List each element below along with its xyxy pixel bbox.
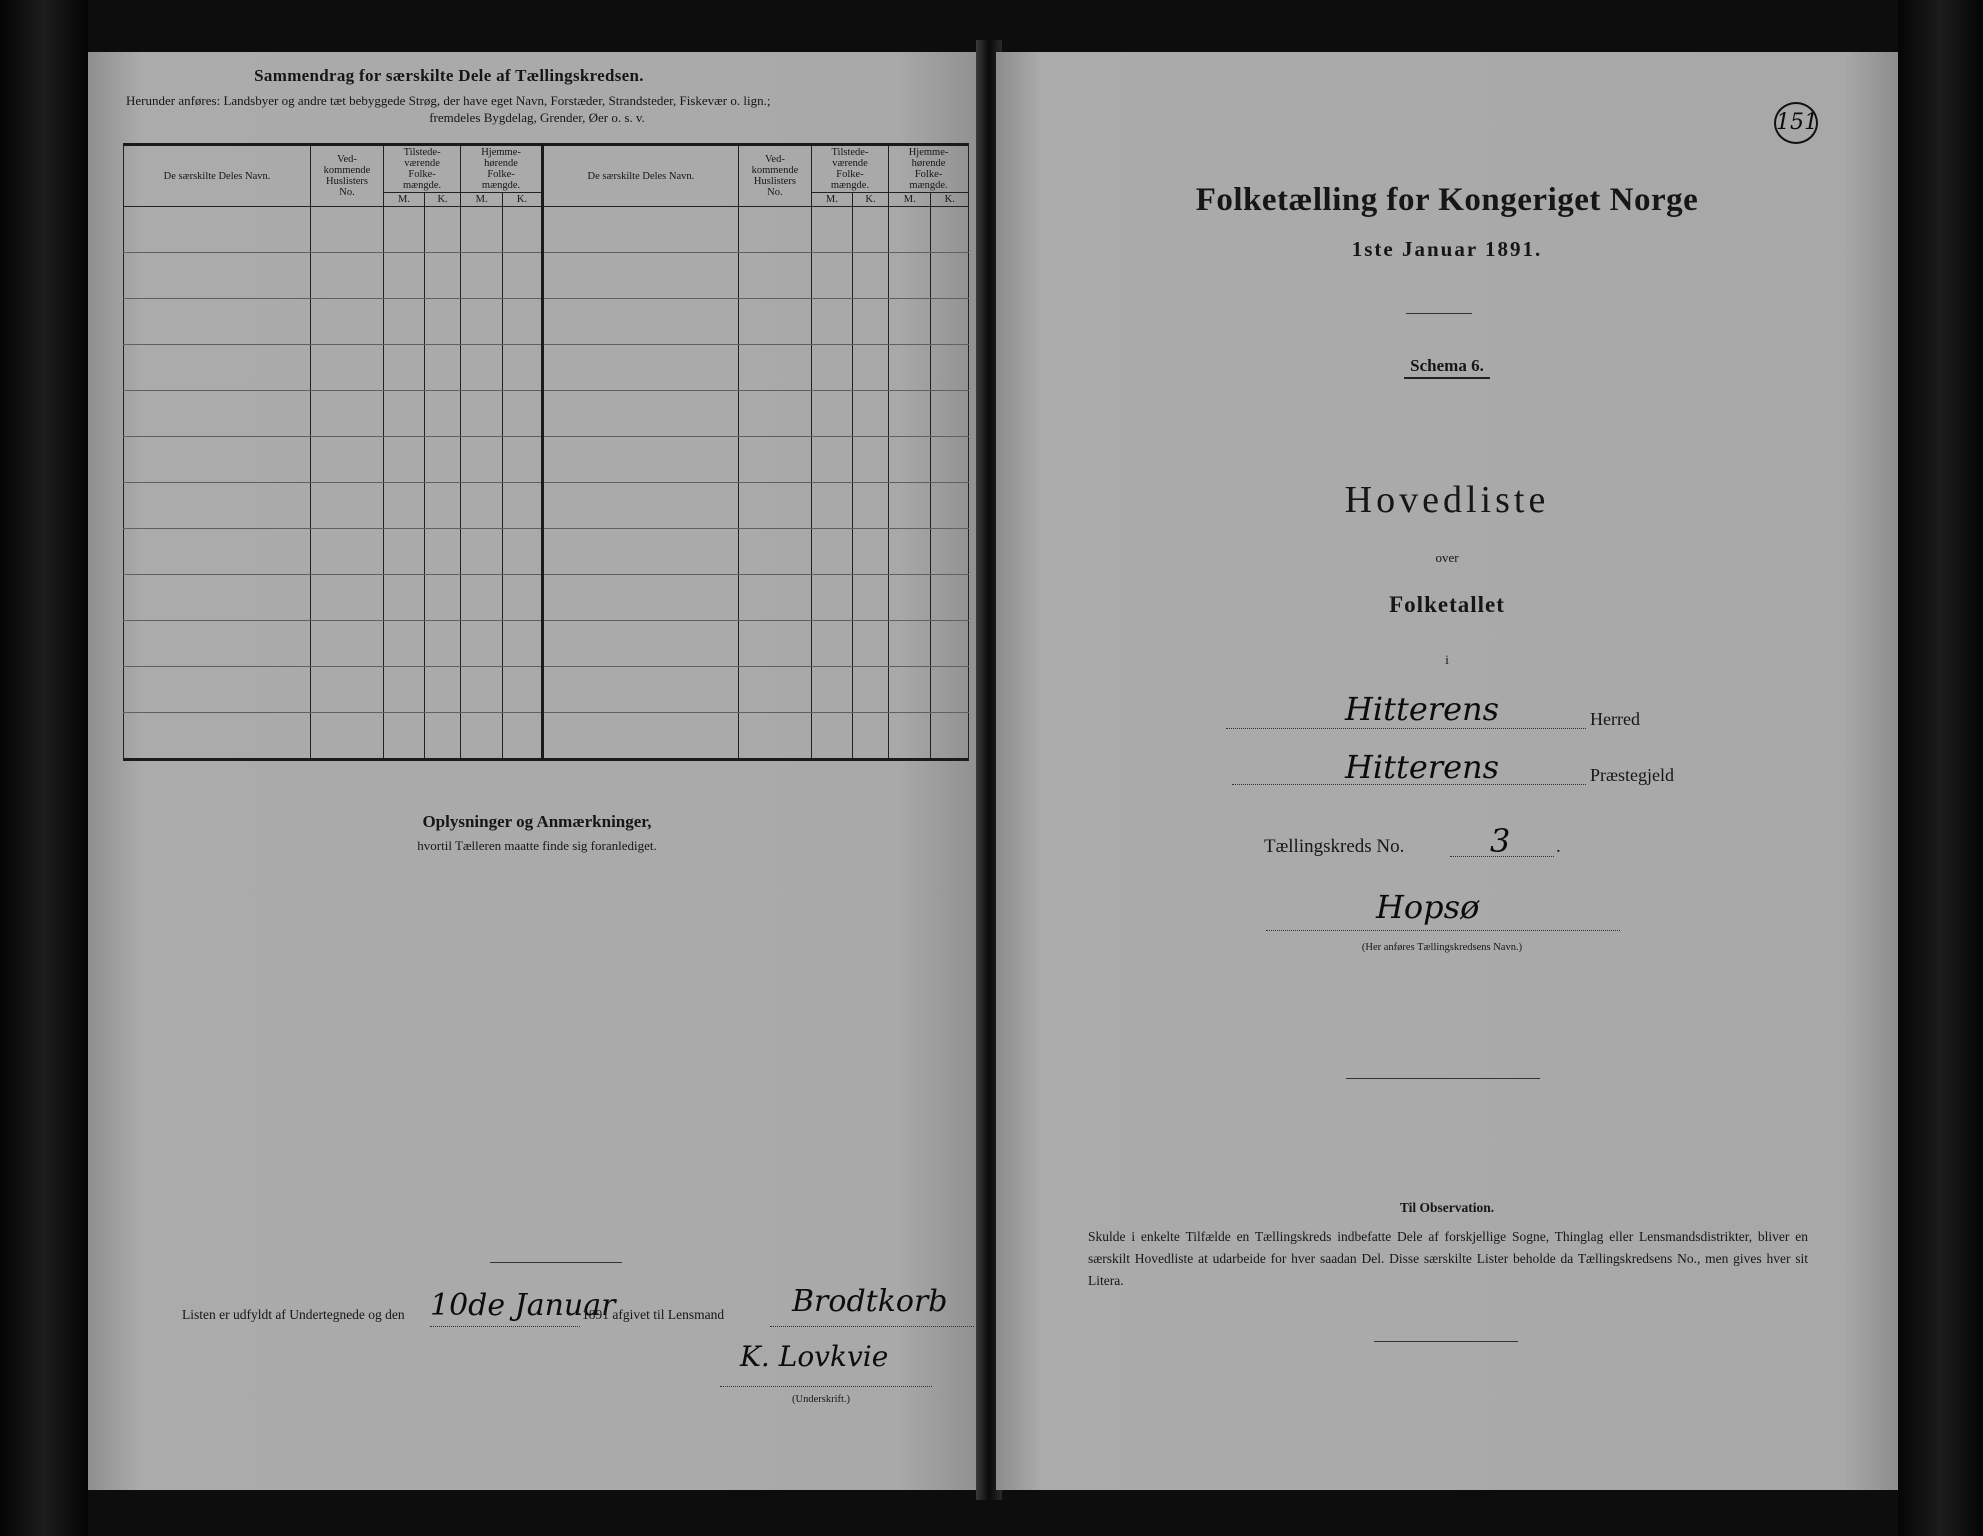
- table-cell: [931, 437, 969, 483]
- table-cell: [503, 391, 543, 437]
- table-cell: [461, 207, 503, 253]
- divider-rule: [490, 1262, 622, 1263]
- table-cell: [811, 621, 852, 667]
- table-cell: [852, 575, 888, 621]
- kreds-label: Tællingskreds No.: [1264, 836, 1405, 857]
- table-cell: [124, 713, 311, 760]
- table-cell: [124, 575, 311, 621]
- table-cell: [424, 253, 460, 299]
- table-cell: [503, 713, 543, 760]
- table-cell: [503, 253, 543, 299]
- observation-title: Til Observation.: [1399, 1200, 1495, 1215]
- table-cell: [811, 437, 852, 483]
- table-cell: [738, 667, 811, 713]
- table-cell: [461, 713, 503, 760]
- table-cell: [889, 299, 931, 345]
- table-cell: [889, 437, 931, 483]
- table-cell: [424, 437, 460, 483]
- table-cell: [424, 667, 460, 713]
- table-cell: [931, 207, 969, 253]
- divider-rule-right: [1346, 1078, 1540, 1079]
- table-cell: [542, 713, 738, 760]
- table-cell: [852, 345, 888, 391]
- table-cell: [889, 391, 931, 437]
- page-number-stamp: 151: [1774, 102, 1818, 144]
- table-cell: [384, 299, 425, 345]
- col-header-name: De særskilte Deles Navn.: [124, 145, 311, 207]
- table-cell: [931, 667, 969, 713]
- col-header-k: K.: [503, 193, 543, 207]
- table-row: [124, 529, 969, 575]
- table-cell: [311, 253, 384, 299]
- table-cell: [424, 483, 460, 529]
- table-row: [124, 391, 969, 437]
- table-cell: [931, 345, 969, 391]
- census-title: Folketælling for Kongeriget Norge: [1195, 182, 1699, 218]
- table-row: [124, 299, 969, 345]
- table-cell: [384, 621, 425, 667]
- table-cell: [811, 345, 852, 391]
- table-cell: [889, 207, 931, 253]
- table-cell: [889, 621, 931, 667]
- table-cell: [384, 207, 425, 253]
- table-cell: [811, 299, 852, 345]
- table-cell: [461, 529, 503, 575]
- table-cell: [424, 575, 460, 621]
- handwritten-kreds-number: 3: [1490, 822, 1511, 860]
- table-cell: [311, 207, 384, 253]
- table-cell: [424, 621, 460, 667]
- table-cell: [889, 345, 931, 391]
- handwritten-praestegjeld: Hitterens: [1345, 748, 1500, 786]
- table-cell: [542, 529, 738, 575]
- table-cell: [852, 713, 888, 760]
- kreds-name-dotted-line: [1266, 930, 1620, 931]
- col-header-hjemme: Hjemme- hørende Folke- mængde.: [461, 145, 543, 193]
- table-cell: [384, 437, 425, 483]
- table-cell: [384, 253, 425, 299]
- table-cell: [461, 621, 503, 667]
- col-header-huslister: Ved- kommende Huslisters No.: [311, 145, 384, 207]
- kreds-name-caption: (Her anføres Tællingskredsens Navn.): [1361, 942, 1523, 953]
- table-cell: [931, 713, 969, 760]
- table-cell: [384, 345, 425, 391]
- table-cell: [461, 299, 503, 345]
- col-header-hjemme-2: Hjemme- hørende Folke- mængde.: [889, 145, 969, 193]
- observation-text: Skulde i enkelte Tilfælde en Tællingskreds indbefatte Dele af forskjellige Sogne, Thinglag eller Lensmandsdistrikter, bliver en særskilt Hovedliste at udarbeide for hver saadan Del. Disse særskilte Lister beholde da Tællingskredsens No., men gives hver sit Litera.: [1088, 1229, 1808, 1288]
- notes-subtitle: hvortil Tælleren maatte finde sig foranlediget.: [417, 838, 657, 853]
- census-date: 1ste Januar 1891.: [1351, 237, 1543, 261]
- table-cell: [738, 299, 811, 345]
- table-cell: [311, 667, 384, 713]
- table-cell: [738, 253, 811, 299]
- table-cell: [503, 345, 543, 391]
- table-cell: [124, 391, 311, 437]
- handwritten-lensmand: Brodtkorb: [792, 1284, 948, 1319]
- table-cell: [424, 299, 460, 345]
- herred-label: Herred: [1590, 709, 1640, 729]
- table-cell: [124, 667, 311, 713]
- year-lensmand-text: 1891 afgivet til Lensmand: [582, 1307, 725, 1322]
- over-text: over: [1435, 550, 1459, 565]
- table-cell: [542, 483, 738, 529]
- table-cell: [461, 575, 503, 621]
- table-cell: [503, 621, 543, 667]
- table-cell: [811, 529, 852, 575]
- table-cell: [811, 667, 852, 713]
- table-cell: [461, 483, 503, 529]
- col-header-tilstede-2: Tilstede- værende Folke- mængde.: [811, 145, 888, 193]
- table-cell: [461, 437, 503, 483]
- table-cell: [738, 437, 811, 483]
- herred-dotted-line: [1226, 728, 1586, 729]
- table-cell: [311, 483, 384, 529]
- col-header-name-2: De særskilte Deles Navn.: [542, 145, 738, 207]
- hovedliste-heading: Hovedliste: [1344, 479, 1550, 521]
- table-cell: [503, 207, 543, 253]
- table-cell: [542, 299, 738, 345]
- table-cell: [852, 667, 888, 713]
- table-cell: [889, 483, 931, 529]
- summary-intro-line-2: fremdeles Bygdelag, Grender, Øer o. s. v.: [429, 110, 645, 125]
- table-cell: [424, 345, 460, 391]
- table-cell: [124, 437, 311, 483]
- col-header-m: M.: [889, 193, 931, 207]
- table-cell: [852, 207, 888, 253]
- table-cell: [889, 713, 931, 760]
- table-cell: [852, 253, 888, 299]
- table-cell: [311, 621, 384, 667]
- table-cell: [384, 575, 425, 621]
- short-rule: [1406, 313, 1472, 314]
- table-cell: [384, 529, 425, 575]
- handwritten-herred: Hitterens: [1345, 690, 1500, 728]
- col-header-k: K.: [424, 193, 460, 207]
- table-cell: [931, 529, 969, 575]
- handwritten-kreds-name: Hopsø: [1376, 888, 1480, 926]
- table-cell: [542, 621, 738, 667]
- table-cell: [503, 437, 543, 483]
- i-text: i: [1445, 652, 1449, 667]
- table-cell: [542, 437, 738, 483]
- table-cell: [384, 713, 425, 760]
- table-cell: [931, 299, 969, 345]
- table-cell: [852, 529, 888, 575]
- table-row: [124, 667, 969, 713]
- table-cell: [124, 621, 311, 667]
- table-cell: [424, 207, 460, 253]
- table-cell: [503, 299, 543, 345]
- table-cell: [503, 483, 543, 529]
- schema-text: Schema 6.: [1404, 356, 1490, 379]
- table-cell: [852, 483, 888, 529]
- signature-caption: (Underskrift.): [792, 1394, 851, 1405]
- col-header-m: M.: [461, 193, 503, 207]
- book-edge-left: [0, 0, 88, 1536]
- table-row: [124, 253, 969, 299]
- table-cell: [811, 575, 852, 621]
- table-cell: [931, 575, 969, 621]
- table-row: [124, 621, 969, 667]
- table-cell: [503, 575, 543, 621]
- col-header-k: K.: [931, 193, 969, 207]
- table-cell: [738, 621, 811, 667]
- table-row: [124, 345, 969, 391]
- table-cell: [852, 621, 888, 667]
- table-cell: [931, 253, 969, 299]
- table-cell: [542, 253, 738, 299]
- col-header-huslister-2: Ved- kommende Huslisters No.: [738, 145, 811, 207]
- table-cell: [311, 437, 384, 483]
- signature-dotted-line: [720, 1386, 932, 1387]
- table-cell: [424, 713, 460, 760]
- table-row: [124, 207, 969, 253]
- praestegjeld-label: Præstegjeld: [1590, 765, 1674, 785]
- table-cell: [311, 345, 384, 391]
- table-cell: [461, 667, 503, 713]
- table-cell: [461, 391, 503, 437]
- date-dotted-line: [430, 1326, 580, 1327]
- handwritten-date: 10de Januar: [430, 1288, 616, 1323]
- table-cell: [738, 483, 811, 529]
- col-header-m: M.: [811, 193, 852, 207]
- table-cell: [124, 529, 311, 575]
- bottom-rule-right: [1374, 1341, 1518, 1342]
- table-cell: [931, 621, 969, 667]
- folketallet-heading: Folketallet: [1389, 592, 1505, 617]
- handwritten-signature: K. Lovkvie: [740, 1340, 889, 1373]
- summary-intro-line-1: Herunder anføres: Landsbyer og andre tæt bebyggede Strøg, der have eget Navn, Forstæder, Strandsteder, Fiskevær o. lign.;: [126, 93, 771, 108]
- table-cell: [811, 483, 852, 529]
- table-cell: [384, 391, 425, 437]
- table-cell: [311, 529, 384, 575]
- table-cell: [852, 391, 888, 437]
- table-cell: [738, 207, 811, 253]
- table-row: [124, 713, 969, 760]
- col-header-tilstede: Tilstede- værende Folke- mængde.: [384, 145, 461, 193]
- table-cell: [311, 713, 384, 760]
- table-cell: [738, 713, 811, 760]
- table-cell: [311, 299, 384, 345]
- col-header-m: M.: [384, 193, 425, 207]
- table-cell: [542, 207, 738, 253]
- table-cell: [738, 575, 811, 621]
- col-header-k: K.: [852, 193, 888, 207]
- table-cell: [542, 575, 738, 621]
- notes-title: Oplysninger og Anmærkninger,: [422, 812, 652, 831]
- table-cell: [124, 483, 311, 529]
- table-cell: [852, 299, 888, 345]
- praestegjeld-dotted-line: [1232, 784, 1586, 785]
- table-cell: [124, 207, 311, 253]
- table-cell: [738, 345, 811, 391]
- table-cell: [889, 529, 931, 575]
- table-cell: [889, 253, 931, 299]
- table-cell: [124, 345, 311, 391]
- kreds-dotted-line: [1450, 856, 1554, 857]
- table-cell: [738, 391, 811, 437]
- table-cell: [811, 253, 852, 299]
- table-cell: [542, 345, 738, 391]
- table-cell: [738, 529, 811, 575]
- lensmand-dotted-line: [770, 1326, 974, 1327]
- book-edge-right: [1898, 0, 1983, 1536]
- table-cell: [852, 437, 888, 483]
- table-cell: [311, 391, 384, 437]
- table-cell: [424, 529, 460, 575]
- table-cell: [424, 391, 460, 437]
- table-cell: [889, 667, 931, 713]
- summary-title: Sammendrag for særskilte Dele af Tællingskredsen.: [254, 66, 644, 85]
- table-cell: [461, 253, 503, 299]
- table-cell: [503, 667, 543, 713]
- table-cell: [124, 299, 311, 345]
- table-cell: [311, 575, 384, 621]
- table-row: [124, 437, 969, 483]
- table-cell: [811, 391, 852, 437]
- schema-label: [996, 356, 1898, 376]
- table-cell: [889, 575, 931, 621]
- table-cell: [931, 483, 969, 529]
- kreds-period: .: [1556, 836, 1561, 857]
- table-cell: [503, 529, 543, 575]
- summary-table-body: [124, 207, 969, 760]
- table-cell: [542, 391, 738, 437]
- signature-prefix: Listen er udfyldt af Undertegnede og den: [182, 1307, 405, 1322]
- table-row: [124, 575, 969, 621]
- table-cell: [384, 483, 425, 529]
- table-cell: [461, 345, 503, 391]
- table-cell: [542, 667, 738, 713]
- table-cell: [931, 391, 969, 437]
- table-cell: [811, 207, 852, 253]
- table-cell: [811, 713, 852, 760]
- table-cell: [124, 253, 311, 299]
- table-row: [124, 483, 969, 529]
- table-cell: [384, 667, 425, 713]
- summary-table: [123, 143, 969, 761]
